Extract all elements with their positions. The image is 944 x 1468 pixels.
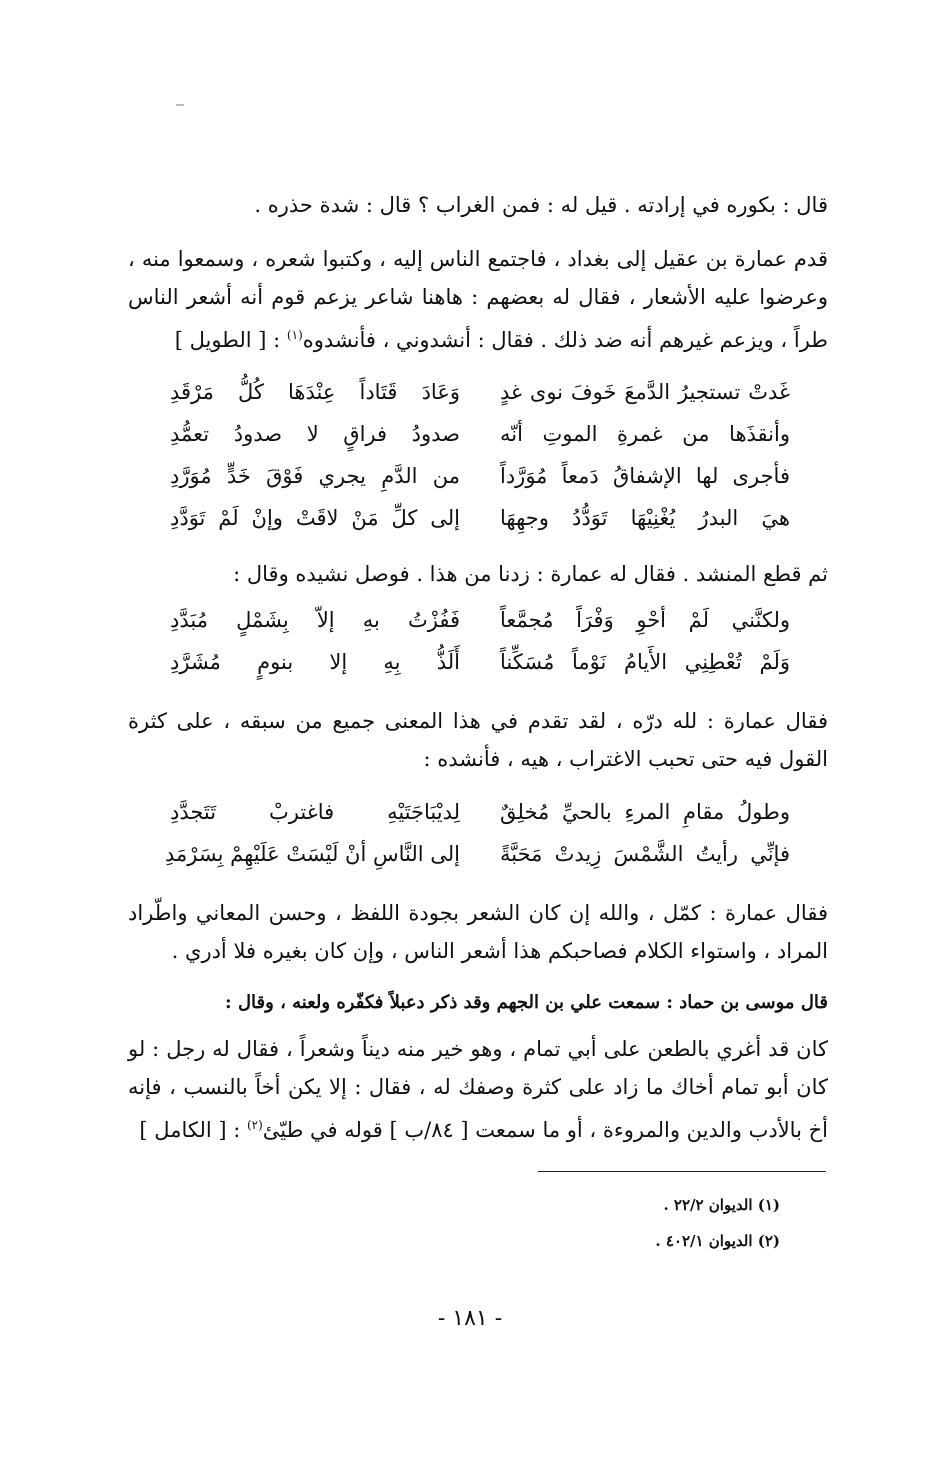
page-number: - ١٨١ - <box>437 1306 503 1331</box>
verse-second-hemistich: وَعَادَ قَتَاداً عِنْدَهَا كُلُّ مَرْقَدِ <box>170 380 460 404</box>
meter-label-tawil: : [ الطويل ] <box>174 328 287 352</box>
verse-first-hemistich: ولكنَّني لَمْ أحْوِ وَفْرَاً مُجمَّعاً <box>500 608 790 632</box>
verse-line <box>170 646 790 688</box>
paragraph-2-text: قدم عمارة بن عقيل إلى بغداد ، فاجتمع الناس إليه ، وكتبوا شعره ، وسمعوا منه ، وعرضوا عليه الأشعار ، فقال له بعضهم : هاهنا شاعر يزعم قوم أنه أشعر الناس طراً ، ويزعم غيرهم أنه ضد ذلك . فقال : أنشدوني ، فأنشدوه <box>128 247 828 352</box>
verse-second-hemistich: أَلَذُّ بِهِ إلا بنومٍ مُشَرَّدِ <box>170 650 460 674</box>
verse-second-hemistich: صدودُ فراقٍ لا صدودُ تعمُّدِ <box>170 422 460 446</box>
paragraph-3: ثم قطع المنشد . فقال له عمارة : زدنا من هذا . فوصل نشيده وقال : <box>233 562 828 586</box>
verse-line <box>170 460 790 502</box>
paragraph-1: قال : بكوره في إرادته . قيل له : فمن الغراب ؟ قال : شدة حذره . <box>254 193 828 217</box>
verse-line <box>170 418 790 460</box>
verse-first-hemistich: غَدتْ تستجيرُ الدَّمعَ خَوفَ نوى غدٍ <box>500 380 790 404</box>
verse-second-hemistich: فَفُزْتُ بهِ إلاّ بِشَمْلٍ مُبَدَّدِ <box>170 608 460 632</box>
paragraph-7 <box>128 1030 828 1149</box>
verse-first-hemistich: هيَ البدرُ يُغْنِيْهَا تَوَدُّدُ وجهِهَا <box>500 506 790 530</box>
paragraph-5: فقال عمارة : كمّل ، والله إن كان الشعر بجودة اللفظ ، وحسن المعاني واطّراد المراد ، واستواء الكلام فصاحبكم هذا أشعر الناس ، وإن كان بغيره فلا أدري . <box>128 901 828 963</box>
meter-label-kamil: : [ الكامل ] <box>139 1118 247 1142</box>
footnote-divider <box>538 1171 826 1172</box>
paragraph-2 <box>128 240 828 359</box>
verse-second-hemistich: لِديْبَاجَتَيْهِ فاغتربْ تَتَجدَّدِ <box>170 800 460 824</box>
verse-second-hemistich: من الدَّمِ يجري فَوْقَ خَدٍّ مُوَرَّدِ <box>170 464 460 488</box>
footnote-ref-1: (١) <box>286 328 303 342</box>
verse-line <box>170 604 790 646</box>
verse-first-hemistich: وأنقذَها من غمرةِ الموتِ أنّه <box>500 422 790 446</box>
verse-line <box>170 796 790 838</box>
poem-1 <box>170 376 790 544</box>
verse-line <box>165 838 790 880</box>
verse-second-hemistich: إلى النَّاسِ أنْ لَيْسَتْ عَلَيْهِمْ بِسَرْمَدِ <box>165 842 460 866</box>
verse-second-hemistich: إلى كلِّ مَنْ لاقَتْ وإنْ لَمْ تَوَدَّدِ <box>170 506 460 530</box>
footnote-ref-2: (٢) <box>246 1118 263 1132</box>
footnote-2: (٢) الديوان ٤٠٢/١ . <box>655 1232 780 1250</box>
verse-line <box>170 502 790 544</box>
footnote-1: (١) الديوان ٢٢/٢ . <box>663 1196 780 1214</box>
paragraph-7-text: كان قد أغري بالطعن على أبي تمام ، وهو خير منه ديناً وشعراً ، فقال له رجل : لو كان أبو تمام أخاك ما زاد على كثرة وصفك له ، فقال : إلا يكن أخاً بالنسب ، فإنه أخ بالأدب والدين والمروءة ، أو ما سمعت [ ٨٤/ب ] قوله في طيّئ <box>128 1037 828 1142</box>
poem-2 <box>170 604 790 688</box>
scan-mark <box>176 104 184 106</box>
verse-first-hemistich: وطولُ مقامِ المرءِ بالحيِّ مُخلِقٌ <box>500 800 790 824</box>
poem-3 <box>165 796 790 880</box>
paragraph-4: فقال عمارة : لله درّه ، لقد تقدم في هذا المعنى جميع من سبقه ، على كثرة القول فيه حتى تحبب الاغتراب ، هيه ، فأنشده : <box>128 709 828 771</box>
verse-line <box>170 376 790 418</box>
verse-first-hemistich: فأجرى لها الإشفاقُ دَمعاً مُوَرَّداً <box>500 464 790 488</box>
verse-first-hemistich: وَلَمْ تُعْطِنِي الأَيامُ نَوْماً مُسَكِّناً <box>500 650 790 674</box>
verse-first-hemistich: فإنِّي رأيتُ الشَّمْسَ زِيدتْ مَحَبَّةً <box>500 842 790 866</box>
paragraph-6: قال موسى بن حماد : سمعت علي بن الجهم وقد ذكر دعبلاً فكفّره ولعنه ، وقال : <box>225 992 828 1013</box>
